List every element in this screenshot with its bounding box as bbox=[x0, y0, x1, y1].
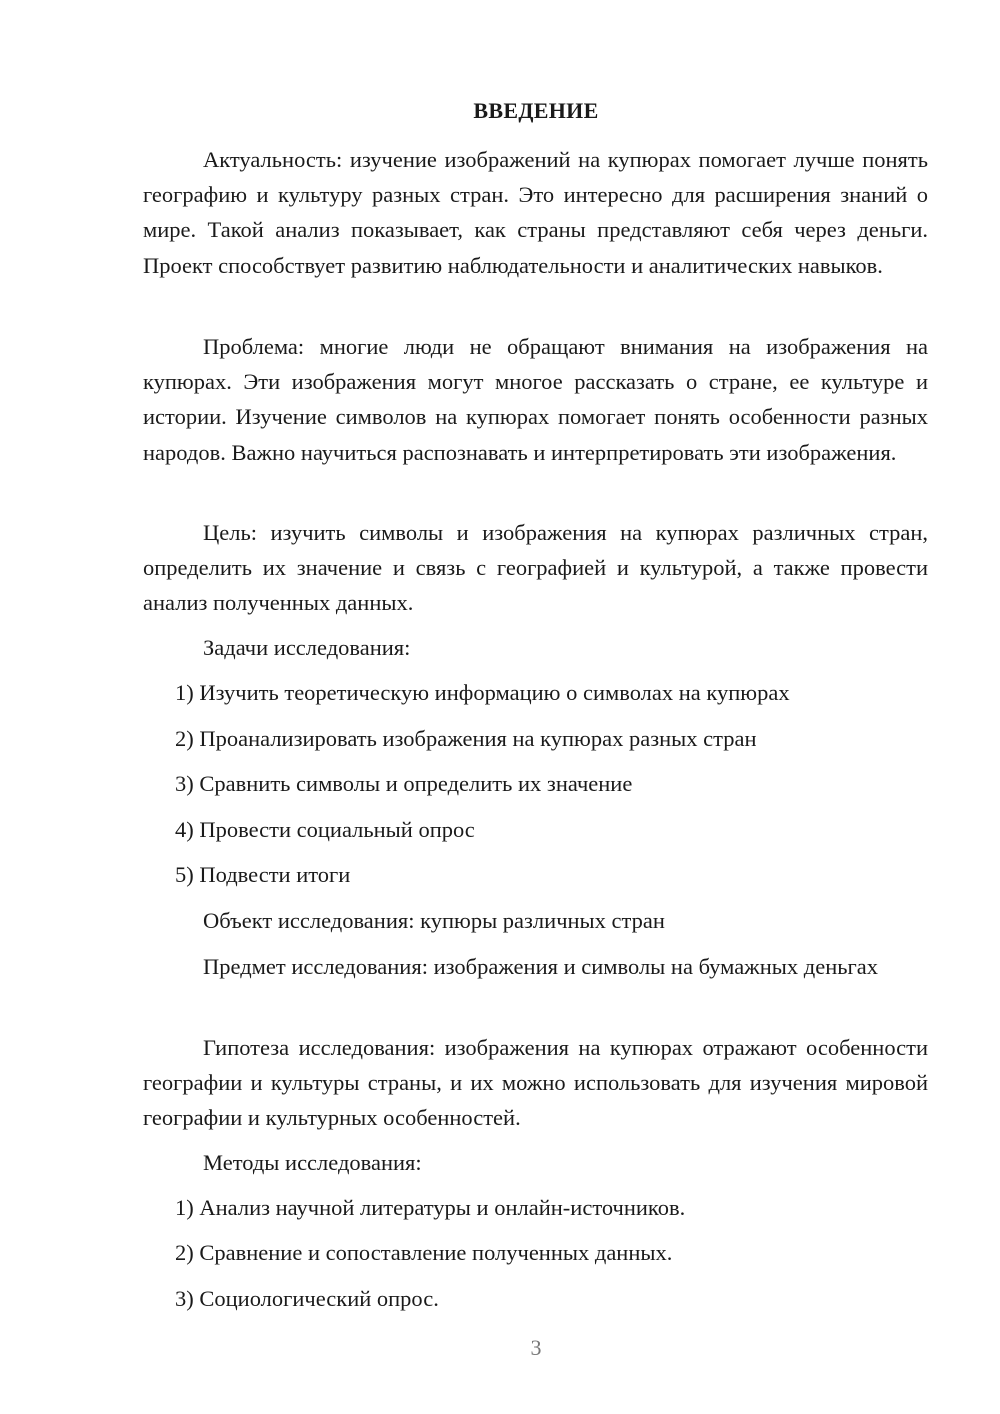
task-item: 1) Изучить теоретическую информацию о символах на купюрах bbox=[175, 680, 790, 705]
object-line: Объект исследования: купюры различных стран bbox=[203, 908, 665, 933]
task-item: 3) Сравнить символы и определить их значение bbox=[175, 771, 633, 796]
problem-paragraph: Проблема: многие люди не обращают внимания на изображения на купюрах. Эти изображения могут многое рассказать о стране, ее культуре и истории. Изучение символов на купюрах помогает понять особенности разных народов. Важно научиться распознавать и интерпретировать эти изображения. bbox=[143, 334, 928, 465]
hypothesis-paragraph: Гипотеза исследования: изображения на купюрах отражают особенности географии и культуры страны, и их можно использовать для изучения мировой географии и культурных особенностей. bbox=[143, 1035, 928, 1131]
methods-heading: Методы исследования: bbox=[203, 1150, 422, 1175]
section-title: ВВЕДЕНИЕ bbox=[473, 98, 599, 123]
task-item: 4) Провести социальный опрос bbox=[175, 817, 475, 842]
method-item: 2) Сравнение и сопоставление полученных данных. bbox=[175, 1240, 673, 1265]
page-number: 3 bbox=[530, 1335, 542, 1360]
task-item: 5) Подвести итоги bbox=[175, 862, 351, 887]
method-item: 3) Социологический опрос. bbox=[175, 1286, 439, 1311]
tasks-heading: Задачи исследования: bbox=[203, 635, 411, 660]
goal-paragraph: Цель: изучить символы и изображения на купюрах различных стран, определить их значение и связь с географией и культурой, а также провести анализ полученных данных. bbox=[143, 520, 928, 616]
task-item: 2) Проанализировать изображения на купюрах разных стран bbox=[175, 726, 757, 751]
method-item: 1) Анализ научной литературы и онлайн-источников. bbox=[175, 1195, 686, 1220]
relevance-paragraph: Актуальность: изучение изображений на купюрах помогает лучше понять географию и культуру разных стран. Это интересно для расширения знаний о мире. Такой анализ показывает, как страны представляют себя через деньги. Проект способствует развитию наблюдательности и аналитических навыков. bbox=[143, 147, 928, 278]
subject-paragraph: Предмет исследования: изображения и символы на бумажных деньгах bbox=[203, 954, 878, 979]
